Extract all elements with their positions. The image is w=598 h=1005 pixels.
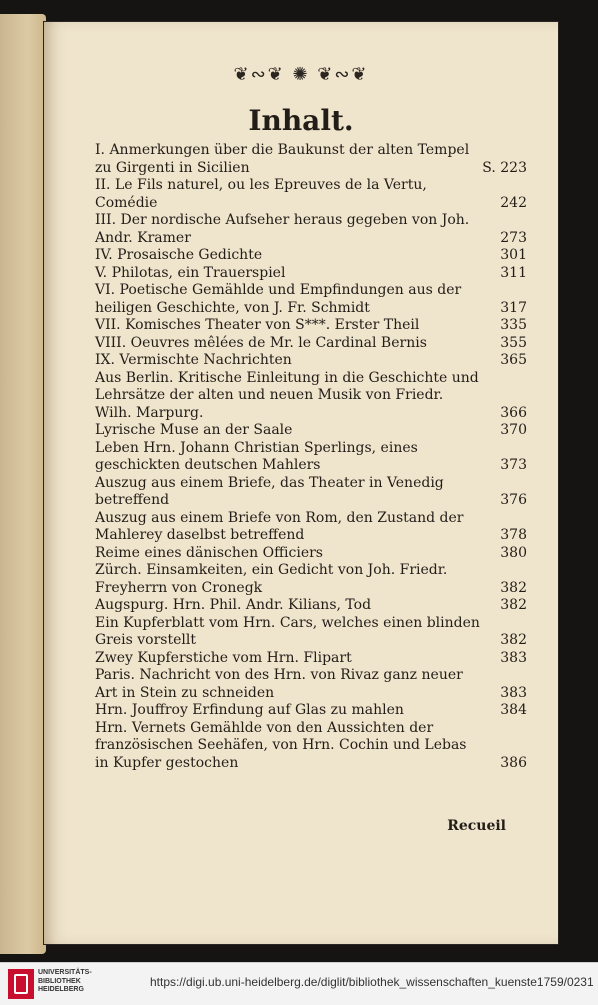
toc-entry (95, 212, 527, 247)
toc-entry-text: Lyrische Muse an der Saale (95, 422, 293, 438)
toc-entry (95, 142, 527, 177)
toc-entry-page: 335 (500, 317, 527, 333)
toc-entry (95, 562, 527, 597)
toc-entry (95, 265, 527, 283)
toc-entry-page: 273 (500, 229, 527, 246)
toc-entry-page: S. 223 (482, 159, 527, 176)
toc-entry-text: Auszug aus einem Briefe von Rom, den Zustand der Mahlerey daselbst betreffend (95, 509, 464, 543)
catchword: Recueil (447, 818, 506, 834)
toc-entry-text: Hrn. Vernets Gemählde von den Aussichten der französischen Seehäfen, von Hrn. Cochin und Lebas in Kupfer gestochen (95, 719, 467, 771)
toc-entry-page: 242 (500, 194, 527, 211)
library-logo-icon[interactable] (8, 969, 34, 999)
toc-entry (95, 317, 527, 335)
toc-entry-text: Leben Hrn. Johann Christian Sperlings, eines geschickten deutschen Mahlers (95, 439, 418, 473)
toc-entry-page: 384 (500, 702, 527, 718)
toc-entry-number: II. (95, 177, 111, 193)
toc-entry-text: Zwey Kupferstiche vom Hrn. Flipart (95, 649, 352, 666)
toc-entry-text: Der nordische Aufseher heraus gegeben von Joh. Andr. Kramer (95, 212, 470, 246)
ornament-header: ❦∾❦ ✺ ❦∾❦ (233, 64, 369, 85)
toc-entry-text: Prosaische Gedichte (117, 247, 263, 263)
toc-entry-number: I. (95, 142, 105, 158)
toc-entry-text: Hrn. Jouffroy Erfindung auf Glas zu mahlen (95, 702, 404, 718)
toc-entry-number: VI. (95, 282, 116, 298)
toc-entry (95, 282, 527, 317)
toc-entry (95, 247, 527, 265)
toc-entry (95, 667, 527, 702)
toc-entry (95, 545, 527, 563)
toc-entry-page: 373 (500, 457, 527, 473)
toc-entry-number: V. (95, 264, 108, 281)
toc-entry-number: IX. (95, 352, 115, 368)
toc-entry-page: 382 (500, 597, 527, 613)
toc-entry-page: 355 (500, 334, 527, 351)
toc-entry-text: Zürch. Einsamkeiten, ein Gedicht von Joh. Friedr. Freyherrn von Cronegk (95, 562, 448, 596)
toc-entry (95, 615, 527, 650)
book-page (44, 22, 558, 944)
toc-entry-page: 317 (500, 299, 527, 316)
toc-entry-number: IV. (95, 247, 113, 263)
toc-entry-text: Oeuvres mêlées de Mr. le Cardinal Bernis (130, 334, 427, 351)
toc-entry-text: Anmerkungen über die Baukunst der alten Tempel zu Girgenti in Sicilien (95, 142, 470, 176)
toc-entry-text: Ein Kupferblatt vom Hrn. Cars, welches einen blinden Greis vorstellt (95, 614, 480, 648)
toc-entry (95, 440, 527, 475)
toc-entry-text: Le Fils naturel, ou les Epreuves de la Vertu, Comédie (95, 177, 427, 211)
toc-entry-page: 383 (500, 649, 527, 666)
toc-entry-page: 301 (500, 247, 527, 263)
toc-entry (95, 597, 527, 615)
toc-entry (95, 370, 527, 423)
toc-entry-page: 380 (500, 544, 527, 561)
toc-entry-text: Aus Berlin. Kritische Einleitung in die Geschichte und Lehrsätze der alten und neuen Musik von Friedr. Wilh. Marpurg. (95, 369, 479, 421)
toc-entry-page: 366 (500, 404, 527, 421)
toc-entry-text: Komisches Theater von S***. Erster Theil (125, 317, 420, 333)
toc-entry-page: 365 (500, 352, 527, 368)
toc-entry-number: III. (95, 212, 117, 228)
toc-entry (95, 335, 527, 353)
toc-entry (95, 352, 527, 370)
page-url[interactable]: https://digi.ub.uni-heidelberg.de/diglit/bibliothek_wissenschaften_kuenste1759/0231 (150, 975, 594, 989)
toc-entry (95, 650, 527, 668)
left-page-edge (0, 14, 46, 954)
toc-entry-text: Paris. Nachricht von des Hrn. von Rivaz ganz neuer Art in Stein zu schneiden (95, 667, 463, 701)
toc-entry-page: 382 (500, 632, 527, 648)
toc-entry-page: 383 (500, 684, 527, 701)
viewer-footer (0, 962, 598, 1005)
page-title: Inhalt. (248, 104, 354, 137)
toc-entry-page: 378 (500, 527, 527, 543)
toc-entry-page: 376 (500, 492, 527, 508)
toc-entry-text: Reime eines dänischen Officiers (95, 544, 323, 561)
logo-line: UNIVERSITÄTS- (38, 969, 92, 976)
toc-entry (95, 702, 527, 720)
toc-entry-text: Poetische Gemählde und Empfindungen aus der heiligen Geschichte, von J. Fr. Schmidt (95, 282, 462, 316)
toc-entry (95, 510, 527, 545)
toc-entry-text: Augspurg. Hrn. Phil. Andr. Kilians, Tod (95, 597, 372, 613)
toc-entry (95, 177, 527, 212)
toc-entry-page: 311 (500, 264, 527, 281)
toc-entry-number: VIII. (95, 334, 127, 351)
toc-entry-number: VII. (95, 317, 121, 333)
toc-entry-page: 370 (500, 422, 527, 438)
logo-line: BIBLIOTHEK (38, 977, 81, 985)
library-logo-text[interactable] (38, 969, 92, 995)
toc-entry (95, 422, 527, 440)
toc-entry-text: Vermischte Nachrichten (119, 352, 292, 368)
toc-entry (95, 720, 527, 773)
toc-entry-page: 382 (500, 579, 527, 596)
table-of-contents (95, 142, 527, 772)
logo-line: HEIDELBERG (38, 986, 84, 993)
toc-entry (95, 475, 527, 510)
toc-entry-text: Philotas, ein Trauerspiel (111, 264, 286, 281)
toc-entry-page: 386 (500, 754, 527, 771)
toc-entry-text: Auszug aus einem Briefe, das Theater in Venedig betreffend (95, 474, 444, 508)
